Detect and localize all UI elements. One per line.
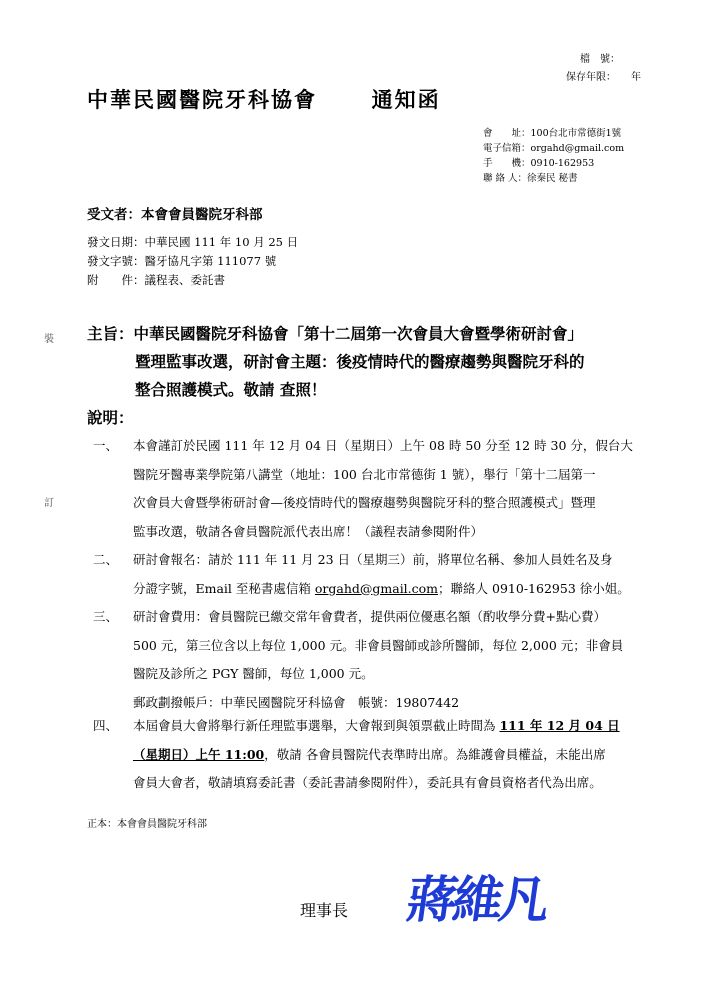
subject-line-1: 主旨：中華民國醫院牙科協會「第十二屆第一次會員大會暨學術研討會」 — [87, 324, 584, 343]
item-4-number: 四、 — [93, 718, 119, 733]
item-1-line: 次會員大會暨學術研討會—後疫情時代的醫療趨勢與醫院牙科的整合照護模式」暨理 — [133, 495, 596, 510]
file-number-label: 檔 號： — [580, 54, 620, 65]
item-2-line: 研討會報名：請於 111 年 11 月 23 日（星期三）前，將單位名稱、參加人員姓名及身 — [133, 552, 613, 567]
contact-block — [483, 126, 624, 186]
item-3-line: 醫院及診所之 PGY 醫師，每位 1,000 元。 — [133, 666, 374, 681]
document-type: 通知函 — [371, 87, 441, 112]
contact-email: 電子信箱：orgahd@gmail.com — [483, 143, 625, 154]
subject-line-2: 暨理監事改選，研討會主題：後疫情時代的醫療趨勢與醫院牙科的 — [135, 352, 585, 371]
secretariat-email-link[interactable]: orgahd@gmail.com — [314, 580, 439, 596]
item-3-text — [133, 603, 623, 717]
org-name: 中華民國醫院牙科協會 — [87, 87, 317, 112]
deadline-date: 111 年 12 月 04 日 — [499, 718, 620, 733]
item-3-line: 500 元，第三位含以上每位 1,000 元。非會員醫師或診所醫師，每位 2,000 元；非會員 — [133, 637, 624, 653]
item-4-line — [133, 712, 620, 741]
item-4-line-end: ，敬請 各會員醫院代表準時出席。為維護會員權益，未能出席 — [264, 746, 606, 762]
item-1-text — [133, 432, 633, 546]
handwritten-signature: 蔣維凡 — [403, 870, 550, 929]
reference-number: 發文字號：醫牙協凡字第 111077 號 — [87, 254, 277, 268]
attachments: 附 件：議程表、委託書 — [87, 273, 225, 287]
signatory-title: 理事長 — [300, 901, 349, 920]
item-2-text — [133, 546, 630, 603]
item-2-line — [133, 575, 630, 604]
explanation-label: 說明： — [87, 408, 134, 427]
item-2-number: 二、 — [93, 552, 119, 567]
item-4-line: 會員大會者，敬請填寫委託書（委託書請參閱附件），委託具有會員資格者代為出席。 — [133, 775, 602, 790]
item-3-postal-account: 郵政劃撥帳戶：中華民國醫院牙科協會 帳號：19807442 — [133, 694, 460, 710]
contact-mobile: 手 機：0910-162953 — [483, 158, 595, 169]
item-1-line: 本會謹訂於民國 111 年 12 月 04 日（星期日）上午 08 時 50 分至 12 時 30 分，假台大 — [133, 438, 633, 453]
retention-period-label: 保存年限： 年 — [566, 72, 641, 83]
item-1-line: 監事改選，敬請各會員醫院派代表出席！（議程表請參閱附件） — [133, 523, 484, 539]
meta-block — [87, 233, 298, 290]
recipient: 受文者：本會會員醫院牙科部 — [87, 207, 263, 223]
item-1-line: 醫院牙醫專業學院第八講堂（地址：100 台北市常德街 1 號），舉行「第十二屆第一 — [133, 466, 596, 482]
item-4-line-start: 本屆會員大會將舉行新任理監事選舉，大會報到與領票截止時間為 — [133, 718, 500, 733]
item-3-line: 研討會費用：會員醫院已繳交常年會費者，提供兩位優惠名額（酌收學分費+點心費） — [133, 609, 606, 624]
item-1-number: 一、 — [93, 438, 119, 453]
binding-mark-top: 裝 — [44, 334, 54, 345]
deadline-time: （星期日）上午 11:00 — [133, 746, 265, 762]
contact-person: 聯 絡 人：徐秦民 秘書 — [483, 173, 578, 184]
carbon-copy: 正本：本會會員醫院牙科部 — [87, 819, 207, 830]
item-2-line-end: ；聯絡人 0910-162953 徐小姐。 — [438, 580, 630, 596]
contact-address: 會 址：100台北市常德街1號 — [483, 128, 622, 139]
document-title — [87, 84, 441, 114]
item-4-text — [133, 712, 620, 798]
binding-mark-middle: 訂 — [44, 498, 54, 509]
item-3-number: 三、 — [93, 609, 119, 624]
subject-line-3: 整合照護模式。敬請 查照！ — [135, 380, 327, 399]
issue-date: 發文日期：中華民國 111 年 10 月 25 日 — [87, 235, 299, 249]
item-4-line — [133, 741, 620, 770]
item-2-line-start: 分證字號，Email 至秘書處信箱 — [133, 580, 315, 596]
